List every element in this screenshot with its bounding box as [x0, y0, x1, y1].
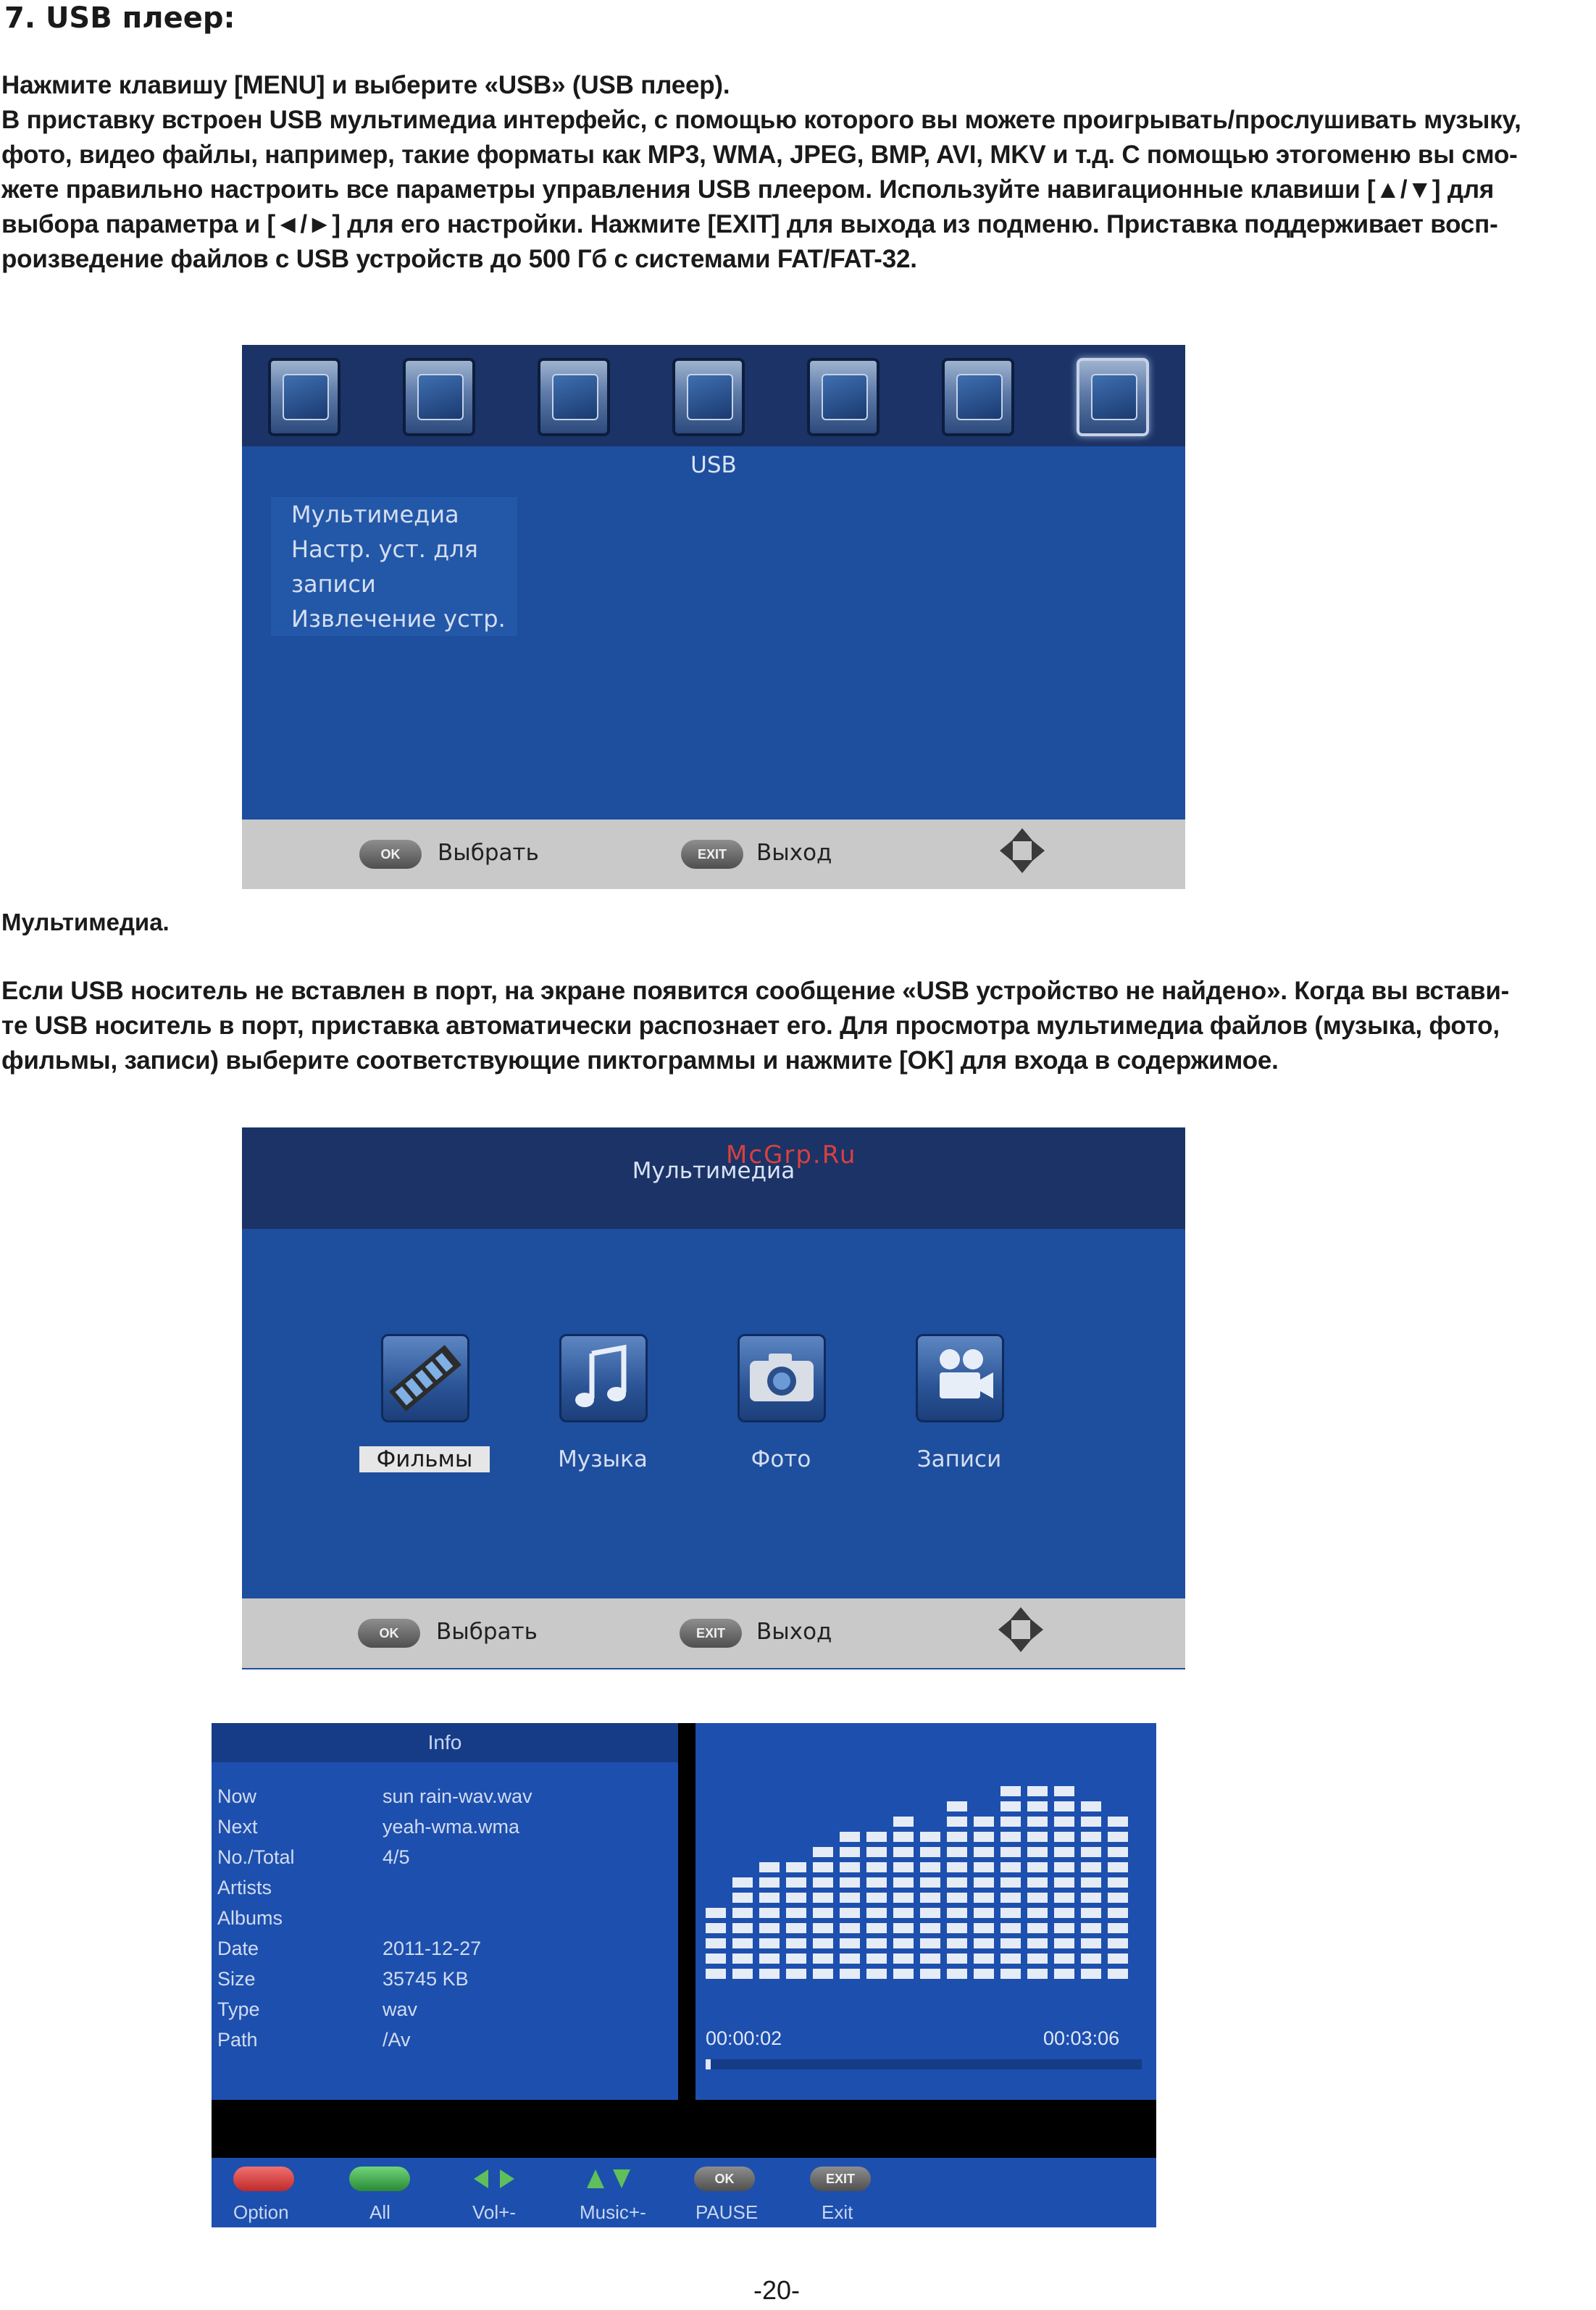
eq-segment: [1054, 1786, 1074, 1796]
music-player-screenshot: [212, 1723, 1156, 2227]
eq-segment: [1108, 1877, 1128, 1888]
eq-segment: [1108, 1893, 1128, 1903]
eq-segment: [840, 1847, 860, 1857]
eq-segment: [866, 1938, 887, 1948]
bottom-hint-bar: [242, 820, 1185, 889]
eq-segment: [1027, 1877, 1048, 1888]
intro-line: роизведение файлов с USB устройств до 500 Гб с системами FAT/FAT-32.: [1, 245, 917, 273]
eq-segment: [866, 1969, 887, 1979]
intro-paragraph: [1, 68, 1592, 277]
eq-segment: [947, 1923, 967, 1933]
eq-segment: [1000, 1877, 1021, 1888]
eq-segment: [732, 1923, 753, 1933]
eq-segment: [840, 1954, 860, 1964]
camera-icon[interactable]: [738, 1334, 826, 1422]
eq-segment: [813, 1969, 833, 1979]
eq-segment: [866, 1862, 887, 1872]
menu-item-multimedia[interactable]: Мультимедиа: [291, 501, 459, 528]
eq-segment: [840, 1908, 860, 1918]
eq-segment: [866, 1832, 887, 1842]
multimedia-title: Мультимедиа: [632, 1158, 795, 1184]
intro-line: В приставку встроен USB мультимедиа интерфейс, с помощью которого вы можете проигрывать/прослушивать музыку,: [1, 106, 1521, 134]
intro-line: Нажмите клавишу [MENU] и выберите «USB» (USB плеер).: [1, 71, 730, 99]
eq-segment: [706, 1908, 726, 1918]
eq-segment: [1027, 1923, 1048, 1933]
picture-icon[interactable]: [672, 358, 745, 436]
eq-segment: [813, 1862, 833, 1872]
eq-segment: [786, 1893, 806, 1903]
item-label-photo[interactable]: Фото: [751, 1446, 811, 1472]
info-value: 4/5: [383, 1846, 410, 1868]
equalizer-bars: [695, 1723, 1156, 1998]
eq-segment: [840, 1969, 860, 1979]
red-option-button[interactable]: [233, 2167, 294, 2191]
eq-segment: [786, 1862, 806, 1872]
eq-segment: [1081, 1908, 1101, 1918]
ok-key-icon: OK: [359, 840, 422, 869]
film-strip-icon[interactable]: [381, 1334, 469, 1422]
eq-segment: [893, 1877, 914, 1888]
eq-segment: [920, 1862, 940, 1872]
usb-menu-list: [271, 497, 517, 636]
eq-segment: [974, 1832, 994, 1842]
equalizer-panel: [695, 1723, 1156, 2100]
eq-segment: [840, 1877, 860, 1888]
eq-segment: [813, 1847, 833, 1857]
eq-segment: [1000, 1862, 1021, 1872]
channel-icon[interactable]: [403, 358, 475, 436]
eq-segment: [813, 1954, 833, 1964]
eq-segment: [974, 1893, 994, 1903]
eq-segment: [786, 1923, 806, 1933]
eq-segment: [1027, 1954, 1048, 1964]
eq-segment: [1054, 1969, 1074, 1979]
eq-segment: [706, 1969, 726, 1979]
eq-segment: [840, 1893, 860, 1903]
eq-segment: [706, 1954, 726, 1964]
eq-segment: [893, 1938, 914, 1948]
eq-segment: [866, 1877, 887, 1888]
eq-segment: [1081, 1969, 1101, 1979]
footer-label-pause: PAUSE: [695, 2201, 759, 2223]
eq-segment: [759, 1877, 780, 1888]
eq-segment: [1081, 1938, 1101, 1948]
eq-segment: [974, 1908, 994, 1918]
time-elapsed: 00:00:02: [706, 2027, 782, 2049]
eq-segment: [1108, 1954, 1128, 1964]
eq-segment: [866, 1893, 887, 1903]
eq-segment: [759, 1938, 780, 1948]
progress-fill: [706, 2059, 711, 2069]
eq-segment: [947, 1862, 967, 1872]
eq-segment: [920, 1847, 940, 1857]
time-total: 00:03:06: [1043, 2027, 1120, 2049]
eq-segment: [893, 1893, 914, 1903]
eq-segment: [1000, 1801, 1021, 1811]
eq-segment: [920, 1954, 940, 1964]
info-key: Type: [217, 1998, 260, 2020]
eq-segment: [786, 1908, 806, 1918]
system-gear-icon[interactable]: [942, 358, 1014, 436]
eq-segment: [920, 1938, 940, 1948]
eq-segment: [1000, 1786, 1021, 1796]
eq-segment: [1081, 1832, 1101, 1842]
eq-segment: [1000, 1832, 1021, 1842]
eq-segment: [1081, 1877, 1101, 1888]
eq-segment: [813, 1908, 833, 1918]
eq-segment: [732, 1954, 753, 1964]
footer-label-music: Music+-: [580, 2201, 646, 2223]
eq-segment: [920, 1832, 940, 1842]
bottom-hint-bar: [242, 1598, 1185, 1668]
info-key: Path: [217, 2029, 258, 2051]
eq-segment: [1027, 1938, 1048, 1948]
eq-segment: [1000, 1954, 1021, 1964]
eq-segment: [974, 1954, 994, 1964]
footer-label-vol: Vol+-: [472, 2201, 516, 2223]
eq-segment: [1027, 1832, 1048, 1842]
info-value: 35745 KB: [383, 1968, 469, 1990]
info-key: Albums: [217, 1907, 283, 1929]
eq-segment: [920, 1877, 940, 1888]
eq-segment: [920, 1908, 940, 1918]
eq-segment: [706, 1938, 726, 1948]
eq-segment: [1027, 1908, 1048, 1918]
eq-segment: [786, 1877, 806, 1888]
eq-segment: [893, 1832, 914, 1842]
eq-segment: [1027, 1786, 1048, 1796]
eq-segment: [813, 1877, 833, 1888]
eq-segment: [893, 1817, 914, 1827]
eq-segment: [974, 1847, 994, 1857]
eq-segment: [732, 1908, 753, 1918]
eq-segment: [759, 1893, 780, 1903]
eq-segment: [866, 1847, 887, 1857]
item-label-records[interactable]: Записи: [916, 1446, 1002, 1472]
eq-segment: [947, 1832, 967, 1842]
eq-segment: [1027, 1801, 1048, 1811]
eq-segment: [1108, 1908, 1128, 1918]
eq-segment: [947, 1817, 967, 1827]
eq-segment: [813, 1938, 833, 1948]
info-panel: [212, 1723, 678, 2100]
eq-segment: [1081, 1923, 1101, 1933]
multimedia-paragraph: [1, 974, 1592, 1078]
music-note-icon[interactable]: [559, 1334, 648, 1422]
options-icon[interactable]: [807, 358, 880, 436]
green-all-button[interactable]: [349, 2167, 410, 2191]
eq-segment: [1081, 1801, 1101, 1811]
ok-label: Выбрать: [438, 840, 539, 866]
multimedia-screenshot: [242, 1127, 1185, 1669]
eq-segment: [1027, 1893, 1048, 1903]
eq-segment: [1108, 1862, 1128, 1872]
intro-line: выбора параметра и [◄/►] для его настройки. Нажмите [EXIT] для выхода из подменю. Приставка поддерживает восп-: [1, 210, 1498, 238]
multimedia-line: Если USB носитель не вставлен в порт, на экране появится сообщение «USB устройство не найдено». Когда вы встави-: [1, 977, 1510, 1005]
caption-multimedia: Мультимедиа.: [1, 909, 170, 935]
eq-segment: [947, 1847, 967, 1857]
eq-segment: [732, 1938, 753, 1948]
progress-track[interactable]: [706, 2059, 1142, 2069]
eq-segment: [947, 1893, 967, 1903]
eq-segment: [759, 1923, 780, 1933]
eq-segment: [1000, 1817, 1021, 1827]
up-down-arrows-icon[interactable]: [578, 2167, 639, 2191]
exit-key-icon: EXIT: [680, 1619, 742, 1648]
exit-key-icon: EXIT: [681, 840, 743, 869]
eq-segment: [893, 1847, 914, 1857]
info-value: 2011-12-27: [383, 1938, 482, 1959]
eq-segment: [1081, 1862, 1101, 1872]
info-key: No./Total: [217, 1846, 295, 1868]
info-key: Size: [217, 1968, 256, 1990]
ok-label: Выбрать: [436, 1619, 538, 1645]
exit-button[interactable]: EXIT: [810, 2167, 871, 2191]
eq-segment: [1000, 1923, 1021, 1933]
eq-segment: [974, 1862, 994, 1872]
footer-label-exit: Exit: [822, 2201, 853, 2223]
eq-segment: [1054, 1832, 1074, 1842]
item-label-films[interactable]: Фильмы: [359, 1446, 490, 1472]
menu-title: USB: [690, 452, 737, 478]
multimedia-line: фильмы, записи) выберите соответствующие пиктограммы и нажмите [OK] для входа в содержимое.: [1, 1046, 1279, 1075]
eq-segment: [732, 1969, 753, 1979]
eq-segment: [893, 1908, 914, 1918]
menu-item-eject[interactable]: Извлечение устр.: [291, 605, 506, 633]
eq-segment: [813, 1893, 833, 1903]
eq-segment: [1108, 1938, 1128, 1948]
eq-segment: [893, 1862, 914, 1872]
eq-segment: [840, 1938, 860, 1948]
eq-segment: [974, 1877, 994, 1888]
eq-segment: [1081, 1817, 1101, 1827]
watermark: McGrp.Ru: [726, 1141, 857, 1169]
eq-segment: [1054, 1954, 1074, 1964]
info-key: Now: [217, 1785, 257, 1807]
eq-segment: [706, 1923, 726, 1933]
eq-segment: [1027, 1847, 1048, 1857]
left-right-arrows-icon[interactable]: [464, 2167, 525, 2191]
eq-segment: [732, 1893, 753, 1903]
eq-segment: [974, 1923, 994, 1933]
eq-segment: [1000, 1893, 1021, 1903]
info-key: Date: [217, 1938, 259, 1959]
intro-line: жете правильно настроить все параметры управления USB плеером. Используйте навигационные клавиши [▲/▼] для: [1, 175, 1495, 204]
eq-segment: [786, 1969, 806, 1979]
eq-segment: [947, 1954, 967, 1964]
eq-segment: [1108, 1969, 1128, 1979]
eq-segment: [1108, 1847, 1128, 1857]
eq-segment: [1000, 1938, 1021, 1948]
ok-pause-button[interactable]: OK: [694, 2167, 755, 2191]
ok-key-icon: OK: [358, 1619, 420, 1648]
eq-segment: [759, 1908, 780, 1918]
exit-label: Выход: [756, 840, 832, 866]
eq-segment: [947, 1801, 967, 1811]
eq-segment: [1054, 1908, 1074, 1918]
eq-segment: [974, 1969, 994, 1979]
info-title: Info: [212, 1723, 678, 1762]
eq-segment: [840, 1923, 860, 1933]
eq-segment: [893, 1969, 914, 1979]
eq-segment: [1027, 1969, 1048, 1979]
eq-segment: [920, 1893, 940, 1903]
eq-segment: [1054, 1877, 1074, 1888]
eq-segment: [893, 1954, 914, 1964]
eq-segment: [947, 1938, 967, 1948]
eq-segment: [759, 1969, 780, 1979]
eq-segment: [920, 1969, 940, 1979]
usb-menu-screenshot: [242, 345, 1185, 889]
eq-segment: [1054, 1893, 1074, 1903]
eq-segment: [1054, 1801, 1074, 1811]
footer-label-option: Option: [233, 2201, 289, 2223]
eq-segment: [759, 1954, 780, 1964]
eq-segment: [893, 1923, 914, 1933]
section-title: 7. USB плеер:: [4, 1, 235, 35]
eq-segment: [1027, 1862, 1048, 1872]
info-value: yeah-wma.wma: [383, 1816, 520, 1838]
eq-segment: [786, 1954, 806, 1964]
eq-segment: [840, 1832, 860, 1842]
multimedia-line: те USB носитель в порт, приставка автоматически распознает его. Для просмотра мультимедиа файлов (музыка, фото,: [1, 1012, 1500, 1040]
video-camera-icon[interactable]: [916, 1334, 1004, 1422]
eq-segment: [1054, 1847, 1074, 1857]
eq-segment: [1054, 1862, 1074, 1872]
eq-segment: [1000, 1847, 1021, 1857]
eq-segment: [1108, 1923, 1128, 1933]
eq-segment: [1108, 1817, 1128, 1827]
navigation-arrows-icon: [995, 1604, 1046, 1655]
eq-segment: [786, 1938, 806, 1948]
eq-segment: [1054, 1817, 1074, 1827]
eq-segment: [1054, 1938, 1074, 1948]
player-footer: [212, 2158, 1156, 2227]
menu-item-record-settings[interactable]: Настр. уст. для записи: [291, 535, 478, 598]
eq-segment: [813, 1923, 833, 1933]
eq-segment: [759, 1862, 780, 1872]
info-value: sun rain-wav.wav: [383, 1785, 532, 1807]
eq-segment: [1081, 1954, 1101, 1964]
eq-segment: [866, 1954, 887, 1964]
eq-segment: [1027, 1817, 1048, 1827]
info-value: /Av: [383, 2029, 411, 2051]
eq-segment: [1000, 1969, 1021, 1979]
intro-line: фото, видео файлы, например, такие форматы как MP3, WMA, JPEG, BMP, AVI, MKV и т.д. С помощью этогоменю вы смо-: [1, 141, 1518, 169]
eq-segment: [920, 1923, 940, 1933]
info-key: Artists: [217, 1877, 272, 1898]
info-key: Next: [217, 1816, 258, 1838]
info-value: wav: [383, 1998, 418, 2020]
footer-label-all: All: [369, 2201, 390, 2223]
usb-play-icon[interactable]: [1077, 358, 1149, 436]
eq-segment: [947, 1908, 967, 1918]
top-icon-bar: [242, 345, 1185, 446]
eq-segment: [974, 1938, 994, 1948]
installation-icon[interactable]: [268, 358, 340, 436]
eq-segment: [1108, 1832, 1128, 1842]
navigation-arrows-icon: [997, 825, 1048, 876]
eq-segment: [974, 1817, 994, 1827]
eq-segment: [1054, 1923, 1074, 1933]
eq-segment: [1081, 1893, 1101, 1903]
exit-label: Выход: [756, 1619, 832, 1645]
item-label-music[interactable]: Музыка: [558, 1446, 648, 1472]
eq-segment: [840, 1862, 860, 1872]
eq-segment: [1000, 1908, 1021, 1918]
eq-segment: [732, 1877, 753, 1888]
eq-segment: [947, 1877, 967, 1888]
eq-segment: [866, 1923, 887, 1933]
eq-segment: [947, 1969, 967, 1979]
eq-segment: [866, 1908, 887, 1918]
timer-clock-icon[interactable]: [538, 358, 610, 436]
page-number: -20-: [753, 2275, 801, 2305]
eq-segment: [1081, 1847, 1101, 1857]
